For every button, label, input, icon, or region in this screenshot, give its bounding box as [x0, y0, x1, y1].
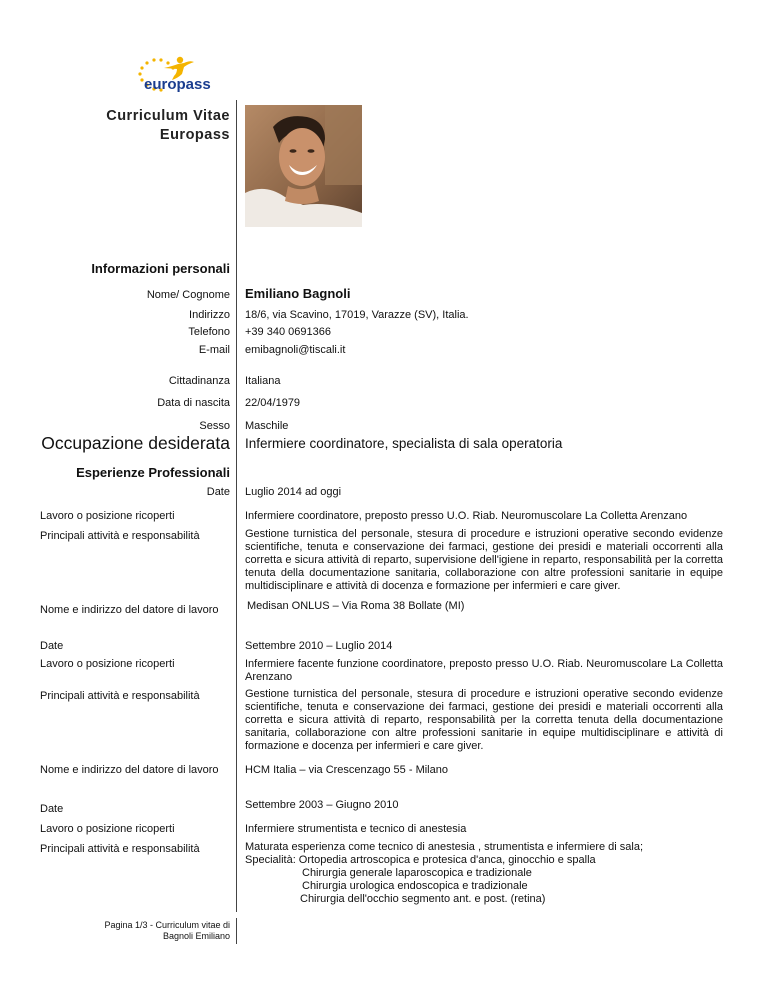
- job1-position: Infermiere coordinatore, preposto presso U.O. Riab. Neuromuscolare La Colletta Arenzano: [245, 510, 688, 522]
- profile-photo: [245, 105, 362, 227]
- job3-activity-line: Specialità: Ortopedia artroscopica e protesica d'anca, ginocchio e spalla: [245, 854, 596, 866]
- sex-label: Sesso: [199, 420, 230, 432]
- address-value: 18/6, via Scavino, 17019, Varazze (SV), Italia.: [245, 309, 469, 321]
- cv-title: [106, 107, 230, 145]
- cv-title-line1: Curriculum Vitae: [106, 108, 230, 124]
- personal-info-section-title: Informazioni personali: [91, 261, 230, 276]
- job1-position-label: Lavoro o posizione ricoperti: [40, 510, 175, 522]
- job3-position: Infermiere strumentista e tecnico di anestesia: [245, 823, 467, 835]
- cv-title-line2: Europass: [159, 127, 230, 143]
- europass-logo-graphic: [128, 52, 228, 100]
- job2-date: Settembre 2010 – Luglio 2014: [245, 640, 393, 652]
- job2-position-label: Lavoro o posizione ricoperti: [40, 658, 175, 670]
- page-footer: [104, 920, 230, 942]
- phone-value: +39 340 0691366: [245, 326, 331, 338]
- column-divider: [236, 100, 237, 912]
- job1-employer: Medisan ONLUS – Via Roma 38 Bollate (MI): [247, 600, 465, 612]
- experience-section-title: Esperienze Professionali: [76, 465, 230, 480]
- occupation-label: Occupazione desiderata: [41, 433, 230, 453]
- job1-employer-label: Nome e indirizzo del datore di lavoro: [40, 604, 219, 616]
- job1-date-label: Date: [206, 486, 230, 498]
- occupation-value: Infermiere coordinatore, specialista di sala operatoria: [245, 436, 563, 451]
- footer-divider: [236, 918, 237, 944]
- job3-activity-line: Chirurgia urologica endoscopica e tradizionale: [302, 880, 528, 892]
- job1-activities: Gestione turnistica del personale, stesura di procedure e istruzioni operative secondo evidenze scientifiche, tenuta e conservazione dei farmaci, gestione dei presidi e materiali occorrenti alla corretta e sicura attività di reparto, supervisione dell'igiene in reparto, responsabilità per la corretta tenuta della documentazione sanitaria, collaborazione con altre professioni sanitarie in equipe multidisciplinare e attività di docenza e formazione per infermieri e care giver.: [245, 528, 723, 592]
- job3-activities: [245, 841, 723, 906]
- email-label: E-mail: [198, 344, 230, 356]
- job1-date: Luglio 2014 ad oggi: [245, 486, 342, 498]
- job3-position-label: Lavoro o posizione ricoperti: [40, 823, 175, 835]
- full-name: Emiliano Bagnoli: [245, 286, 351, 301]
- job3-activity-line: Chirurgia dell'occhio segmento ant. e post. (retina): [300, 893, 546, 905]
- job3-activities-label: Principali attività e responsabilità: [40, 843, 200, 855]
- citizenship-value: Italiana: [245, 375, 281, 387]
- europass-logo-text: europass: [144, 76, 211, 93]
- citizenship-label: Cittadinanza: [168, 375, 230, 387]
- name-label: Nome/ Cognome: [146, 289, 230, 301]
- footer-line1: Pagina 1/3 - Curriculum vitae di: [104, 920, 230, 930]
- sex-value: Maschile: [245, 420, 289, 432]
- birth-date-label: Data di nascita: [157, 397, 230, 409]
- job2-activities-label: Principali attività e responsabilità: [40, 690, 200, 702]
- job2-employer-label: Nome e indirizzo del datore di lavoro: [40, 764, 219, 776]
- europass-logo: [128, 52, 228, 100]
- job2-employer: HCM Italia – via Crescenzago 55 - Milano: [245, 764, 448, 776]
- address-label: Indirizzo: [189, 309, 230, 321]
- footer-line2: Bagnoli Emiliano: [162, 931, 230, 941]
- birth-date-value: 22/04/1979: [245, 397, 301, 409]
- job3-date: Settembre 2003 – Giugno 2010: [245, 799, 399, 811]
- job3-activity-line: Chirurgia generale laparoscopica e tradizionale: [302, 867, 532, 879]
- email-value: emibagnoli@tiscali.it: [245, 344, 346, 356]
- job1-activities-label: Principali attività e responsabilità: [40, 530, 200, 542]
- job3-date-label: Date: [40, 803, 64, 815]
- job2-activities: Gestione turnistica del personale, stesura di procedure e istruzioni operative secondo evidenze scientifiche, tenuta e conservazione dei farmaci, gestione dei presidi e materiali occorrenti alla corretta e sicura attività di reparto, responsabilità per la corretta tenuta della documentazione sanitaria, collaborazione con altre professioni sanitarie in equipe multidisciplinare e attività di formazione e docenza per infermieri e care giver.: [245, 688, 723, 752]
- job2-position: Infermiere facente funzione coordinatore, preposto presso U.O. Riab. Neuromuscolare La Colletta Arenzano: [245, 658, 723, 683]
- phone-label: Telefono: [188, 326, 230, 338]
- job2-date-label: Date: [40, 640, 64, 652]
- job3-activity-line: Maturata esperienza come tecnico di anestesia , strumentista e infermiere di sala;: [245, 841, 644, 853]
